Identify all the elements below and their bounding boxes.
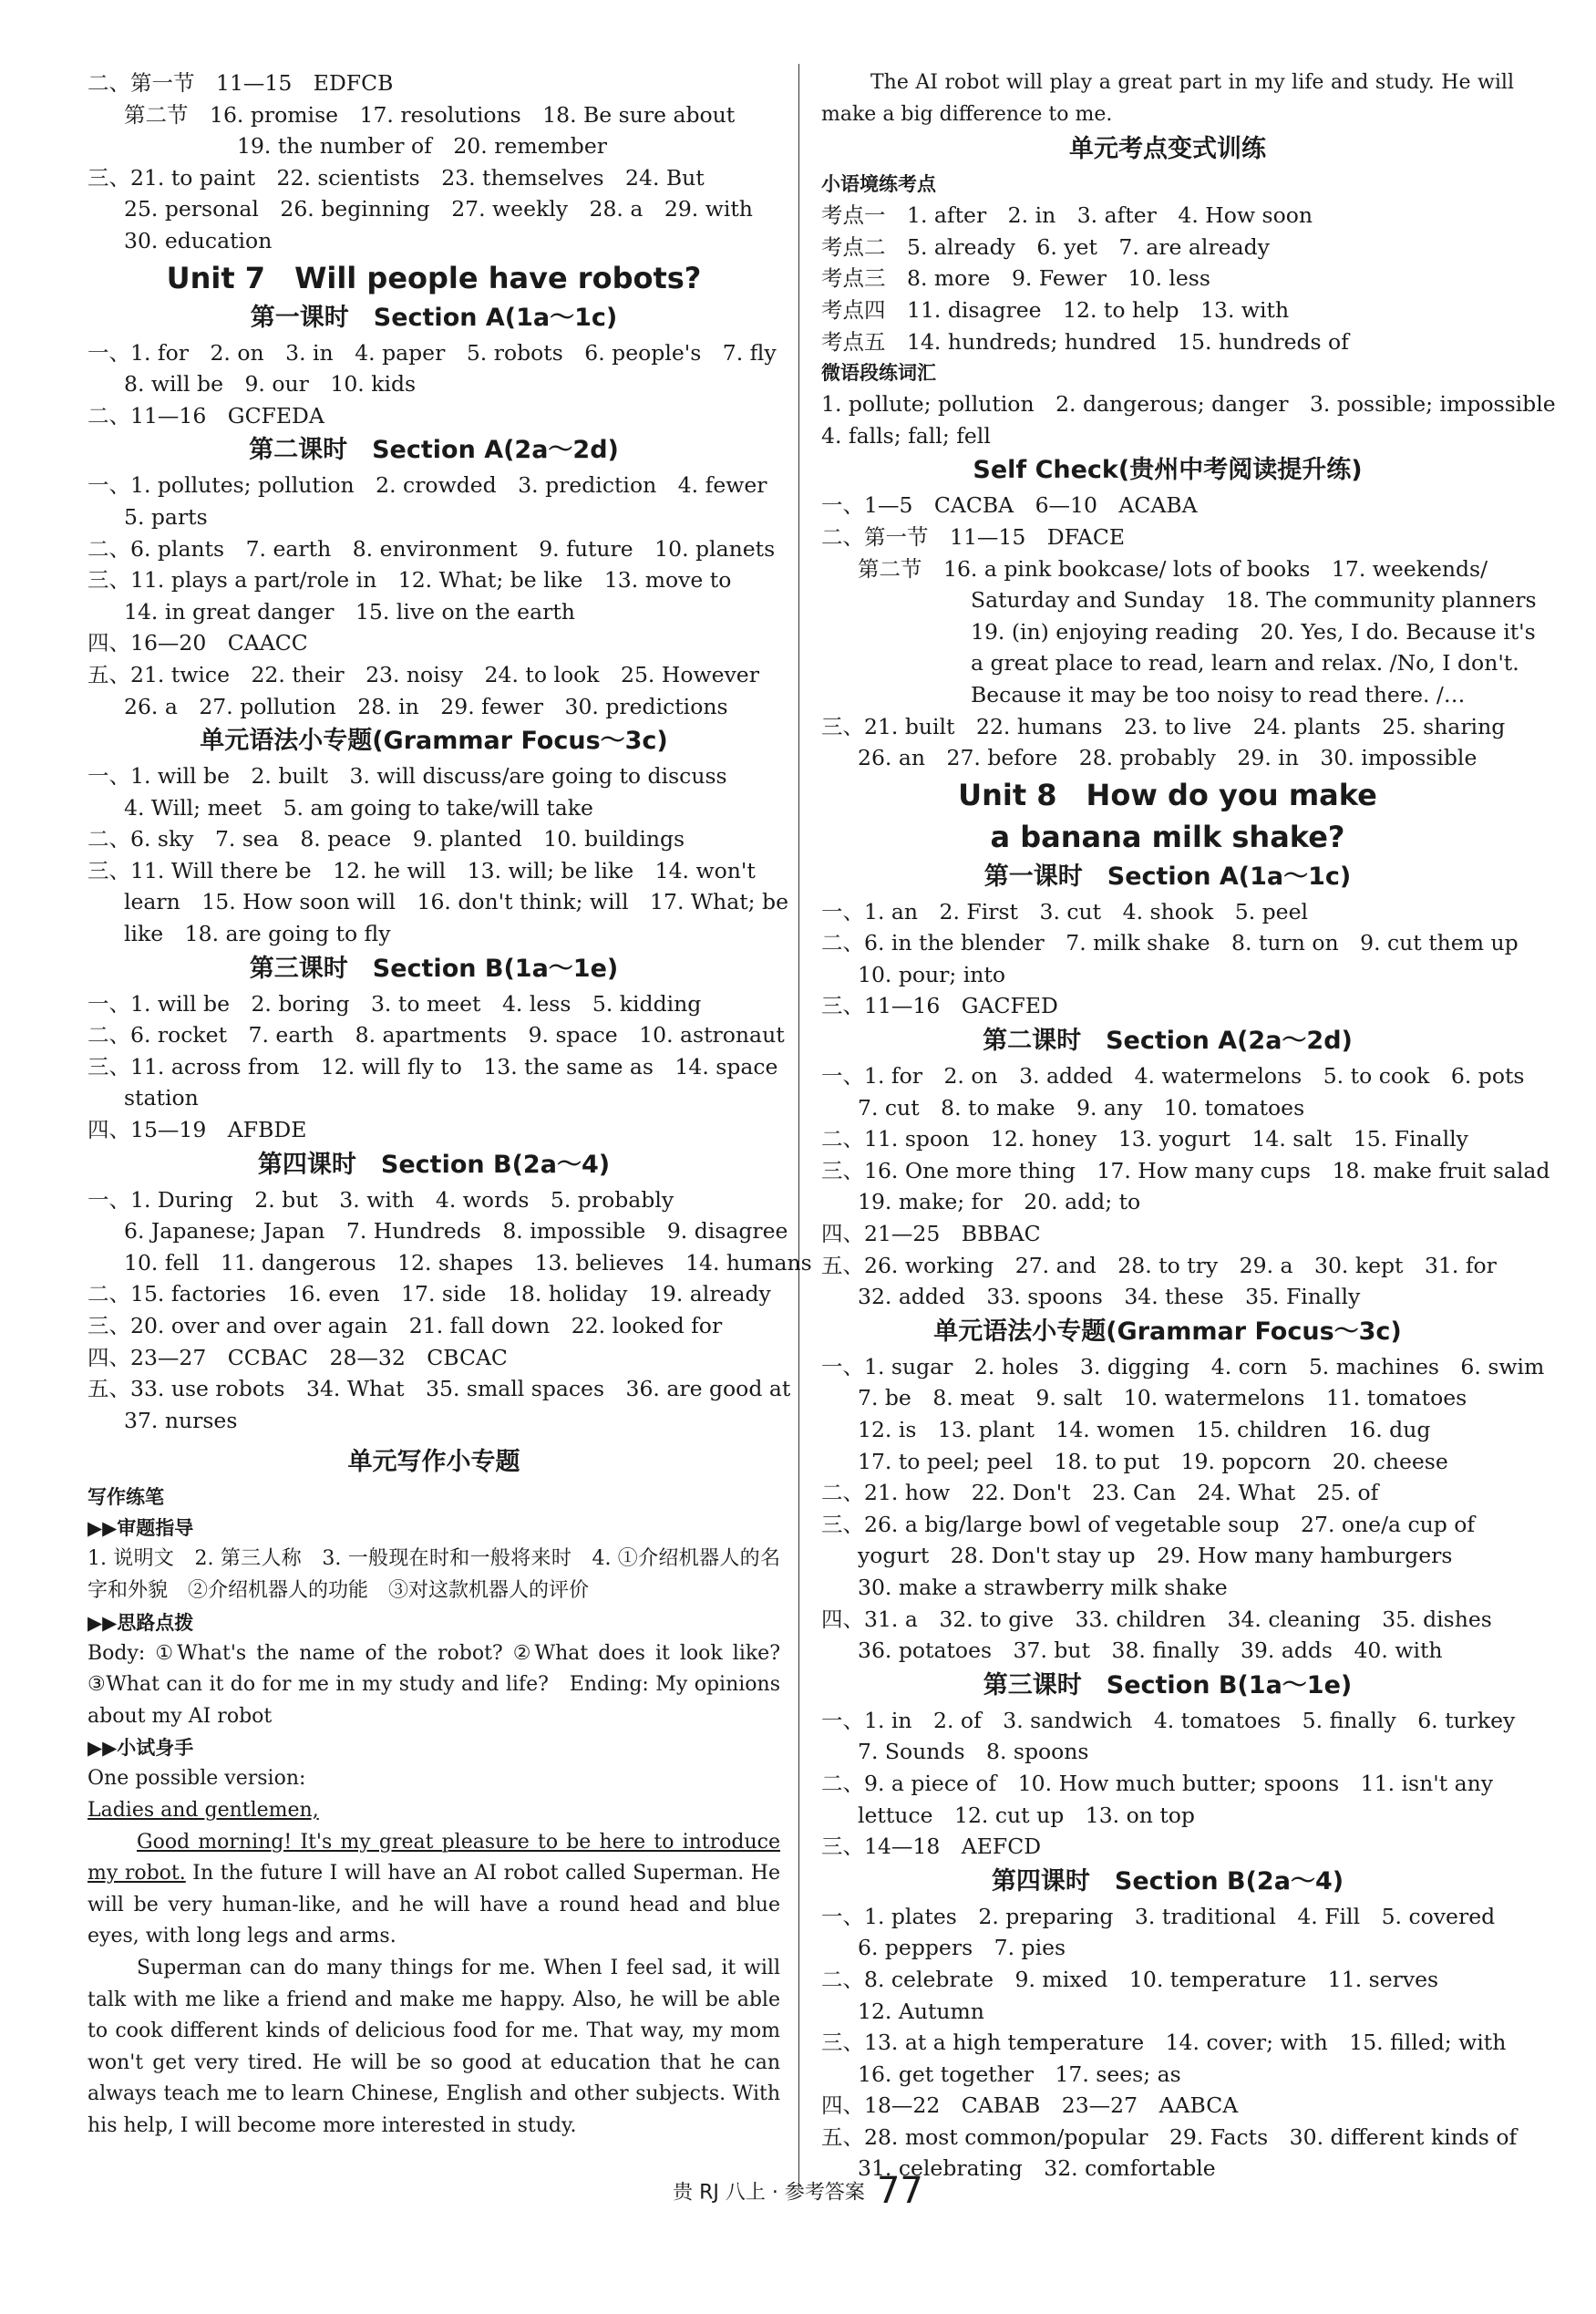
sub-heading: 小语境练考点 [821,173,936,196]
answer-line: a great place to read, learn and relax. /No, I don't. [971,650,1519,677]
answer-line: 12. Autumn [858,1998,984,2024]
answer-line: 一、1. will be 2. built 3. will discuss/are going to discuss [88,763,727,790]
answer-line: 三、11. across from 12. will fly to 13. the same as 14. space [88,1053,778,1080]
answer-line: 31. celebrating 32. comfortable [858,2155,1216,2182]
answer-line: 四、31. a 32. to give 33. children 34. cleaning 35. dishes [821,1606,1492,1632]
answer-line: 三、11. Will there be 12. he will 13. will; be like 14. won't [88,857,756,883]
answer-line: 32. added 33. spoons 34. these 35. Finally [858,1284,1361,1310]
answer-line: 26. an 27. before 28. probably 29. in 30. impossible [858,745,1478,771]
answer-line: 4. Will; meet 5. am going to take/will take [124,794,593,821]
unit-title: Unit 7 Will people have robots? [166,260,702,295]
answer-line: 第二节 16. promise 17. resolutions 18. Be sure about [124,101,736,128]
paragraph: 1. 说明文 2. 第三人称 3. 一般现在时和一般将来时 4. ①介绍机器人的名字和外貌 ②介绍机器人的功能 ③对这款机器人的评价 [88,1547,780,1602]
answer-line: 三、26. a big/large bowl of vegetable soup 27. one/a cup of [821,1511,1476,1537]
answer-line: 8. will be 9. our 10. kids [124,371,417,398]
section-heading: 单元语法小专题(Grammar Focus～3c) [933,1317,1402,1346]
answer-line: 一、1. for 2. on 3. in 4. paper 5. robots 6. people's 7. fly [88,339,777,366]
section-heading: 第一课时 Section A(1a～1c) [983,862,1352,891]
answer-line: 30. make a strawberry milk shake [858,1574,1228,1600]
section-heading: 第三课时 Section B(1a～1e) [983,1670,1353,1699]
section-heading: 第二课时 Section A(2a～2d) [983,1027,1353,1056]
answer-line: 一、1. sugar 2. holes 3. digging 4. corn 5. machines 6. swim [821,1353,1545,1379]
answer-line: 14. in great danger 15. live on the earth [124,598,575,625]
answer-line: 二、11. spoon 12. honey 13. yogurt 14. salt 15. Finally [821,1126,1468,1152]
section-heading: 第四课时 Section B(2a～4) [991,1866,1344,1896]
answer-line: 10. fell 11. dangerous 12. shapes 13. believes 14. humans [124,1249,812,1276]
answer-line: like 18. are going to fly [124,921,391,947]
answer-line: 二、15. factories 16. even 17. side 18. holiday 19. already [88,1281,771,1307]
answer-line: 一、1. in 2. of 3. sandwich 4. tomatoes 5. finally 6. turkey [821,1707,1516,1733]
answer-line: 三、21. to paint 22. scientists 23. themselves 24. But [88,164,705,191]
answer-line: 一、1. for 2. on 3. added 4. watermelons 5. to cook 6. pots [821,1063,1525,1090]
sub-heading: ▶▶思路点拨 [88,1611,194,1634]
answer-line: 三、13. at a high temperature 14. cover; with 15. filled; with [821,2030,1507,2056]
section-heading: 第一课时 Section A(1a～1c) [250,303,618,332]
section-heading: 单元考点变式训练 [1069,135,1266,164]
sub-heading: 微语段练词汇 [821,362,936,385]
answer-line: 二、6. plants 7. earth 8. environment 9. future 10. planets [88,535,776,562]
answer-line: 一、1. plates 2. preparing 3. traditional 4. Fill 5. covered [821,1903,1496,1929]
answer-line: 36. potatoes 37. but 38. finally 39. adds 40. with [858,1637,1443,1664]
sub-heading: 写作练笔 [88,1486,164,1509]
answer-line: 四、18—22 CABAB 23—27 AABCA [821,2092,1239,2119]
answer-line: 五、26. working 27. and 28. to try 29. a 30. kept 31. for [821,1252,1497,1278]
answer-line: 三、11—16 GACFED [821,993,1058,1019]
sub-heading: ▶▶小试身手 [88,1737,194,1760]
answer-line: 7. be 8. meat 9. salt 10. watermelons 11. tomatoes [858,1385,1467,1411]
answer-line: yogurt 28. Don't stay up 29. How many hamburgers [858,1543,1453,1569]
answer-line: 12. is 13. plant 14. women 15. children 16. dug [858,1417,1431,1442]
answer-line: 考点三 8. more 9. Fewer 10. less [821,265,1210,292]
answer-line: 考点五 14. hundreds; hundred 15. hundreds of [821,328,1349,355]
answer-line: learn 15. How soon will 16. don't think; will 17. What; be [124,889,788,915]
answer-line: 一、1. will be 2. boring 3. to meet 4. less 5. kidding [88,990,702,1017]
answer-line: 二、6. in the blender 7. milk shake 8. turn on 9. cut them up [821,930,1519,956]
answer-line: 26. a 27. pollution 28. in 29. fewer 30. predictions [124,693,728,719]
answer-line: 二、第一节 11—15 EDFCB [88,70,394,96]
answer-line: 30. education [124,227,273,253]
underlined-text: Good morning! It's my great pleasure to be here to introduce my robot. [88,1830,780,1885]
answer-line: station [124,1085,199,1111]
answer-line: 19. the number of 20. remember [237,133,607,160]
answer-line: Because it may be too noisy to read there. /… [971,681,1466,708]
answer-line: 一、1. an 2. First 3. cut 4. shook 5. peel [821,898,1309,925]
paragraph: Body: ①What's the name of the robot? ②What does it look like? ③What can it do for me in my study and life? Ending: My opinions about my AI robot [88,1641,780,1728]
answer-line: 19. (in) enjoying reading 20. Yes, I do. Because it's [971,618,1536,645]
answer-line: 四、23—27 CCBAC 28—32 CBCAC [88,1344,508,1370]
unit-title: a banana milk shake? [990,819,1345,854]
answer-line: 二、6. rocket 7. earth 8. apartments 9. space 10. astronaut [88,1022,785,1049]
answer-line: 6. Japanese; Japan 7. Hundreds 8. impossible 9. disagree [124,1218,788,1245]
answer-line: 二、11—16 GCFEDA [88,402,324,429]
answer-line: 三、20. over and over again 21. fall down 22. looked for [88,1313,723,1338]
answer-line: 三、14—18 AEFCD [821,1834,1042,1860]
answer-line: 二、8. celebrate 9. mixed 10. temperature 11. serves [821,1966,1439,1992]
section-heading: 单元写作小专题 [347,1448,520,1477]
answer-line: 考点一 1. after 2. in 3. after 4. How soon [821,202,1313,229]
paragraph [88,1795,780,1827]
answer-line: 五、28. most common/popular 29. Facts 30. different kinds of [821,2123,1518,2150]
answer-line: 二、第一节 11—15 DFACE [821,523,1126,550]
answer-line: 10. pour; into [858,961,1006,987]
underlined-text: Ladies and gentlemen, [88,1798,319,1822]
section-heading: 第二课时 Section A(2a～2d) [249,436,619,465]
page-number: 77 [876,2170,923,2212]
answer-line: 二、21. how 22. Don't 23. Can 24. What 25. of [821,1480,1379,1506]
answer-line: 4. falls; fall; fell [821,422,991,449]
answer-line: 三、11. plays a part/role in 12. What; be like 13. move to [88,567,732,594]
column-divider [798,64,799,2188]
answer-line: 五、21. twice 22. their 23. noisy 24. to look 25. However [88,661,759,687]
paragraph: The AI robot will play a great part in my life and study. He will make a big difference to me. [821,71,1514,126]
answer-line: 四、21—25 BBBAC [821,1221,1041,1247]
answer-line: 五、33. use robots 34. What 35. small spaces 36. are good at [88,1376,791,1402]
paragraph: Superman can do many things for me. When I feel sad, it will talk with me like a friend and make me happy. Also, he will be able to cook different kinds of delicious food for me. That way, my mom won't get very tired. He will be so good at education that he can always teach me to learn Chinese, English and other subjects. With his help, I will become more interested in study. [88,1956,780,2137]
section-heading: 第四课时 Section B(2a～4) [257,1150,611,1179]
answer-line: 25. personal 26. beginning 27. weekly 28. a 29. with [124,196,753,222]
unit-title: Unit 8 How do you make [958,777,1377,812]
answer-line: 1. pollute; pollution 2. dangerous; danger 3. possible; impossible [821,391,1556,418]
answer-line: 6. peppers 7. pies [858,1935,1066,1961]
answer-line: 37. nurses [124,1407,238,1433]
answer-line: 三、21. built 22. humans 23. to live 24. plants 25. sharing [821,713,1506,739]
answer-line: lettuce 12. cut up 13. on top [858,1802,1195,1828]
page-footer [0,2170,1596,2212]
sub-heading: ▶▶审题指导 [88,1517,194,1540]
paragraph: One possible version: [88,1767,306,1791]
answer-line: 7. cut 8. to make 9. any 10. tomatoes [858,1094,1305,1121]
answer-line: 一、1—5 CACBA 6—10 ACABA [821,492,1198,519]
answer-line: 考点二 5. already 6. yet 7. are already [821,233,1270,260]
answer-line: 第二节 16. a pink bookcase/ lots of books 17. weekends/ [858,555,1488,582]
footer-text: 贵 RJ 八上 · 参考答案 [673,2181,865,2205]
answer-line: 一、1. pollutes; pollution 2. crowded 3. prediction 4. fewer [88,472,767,499]
right-column [821,67,1556,2185]
answer-line: Saturday and Sunday 18. The community planners [971,587,1537,614]
answer-line: 二、9. a piece of 10. How much butter; spoons 11. isn't any [821,1770,1494,1796]
answer-line: 考点四 11. disagree 12. to help 13. with [821,296,1290,323]
left-column [88,67,812,2142]
section-heading: 第三课时 Section B(1a～1e) [249,954,619,983]
answer-line: 二、6. sky 7. sea 8. peace 9. planted 10. buildings [88,826,685,852]
answer-line: 17. to peel; peel 18. to put 19. popcorn 20. cheese [858,1448,1448,1474]
paragraph-text: In the future I will have an AI robot called Superman. He will be very human-like, and he will have a round head and blue eyes, with long legs and arms. [88,1862,780,1948]
answer-line: 16. get together 17. sees; as [858,2061,1181,2087]
section-heading: Self Check(贵州中考阅读提升练) [973,456,1363,485]
answer-line: 四、15—19 AFBDE [88,1117,307,1143]
paragraph [88,1827,780,1953]
answer-line: 四、16—20 CAACC [88,630,308,656]
answer-line: 一、1. During 2. but 3. with 4. words 5. probably [88,1186,674,1213]
answer-line: 7. Sounds 8. spoons [858,1739,1089,1765]
answer-line: 5. parts [124,503,208,530]
answer-line: 三、16. One more thing 17. How many cups 18. make fruit salad [821,1157,1550,1183]
section-heading: 单元语法小专题(Grammar Focus～3c) [200,727,668,756]
answer-line: 19. make; for 20. add; to [858,1189,1141,1215]
